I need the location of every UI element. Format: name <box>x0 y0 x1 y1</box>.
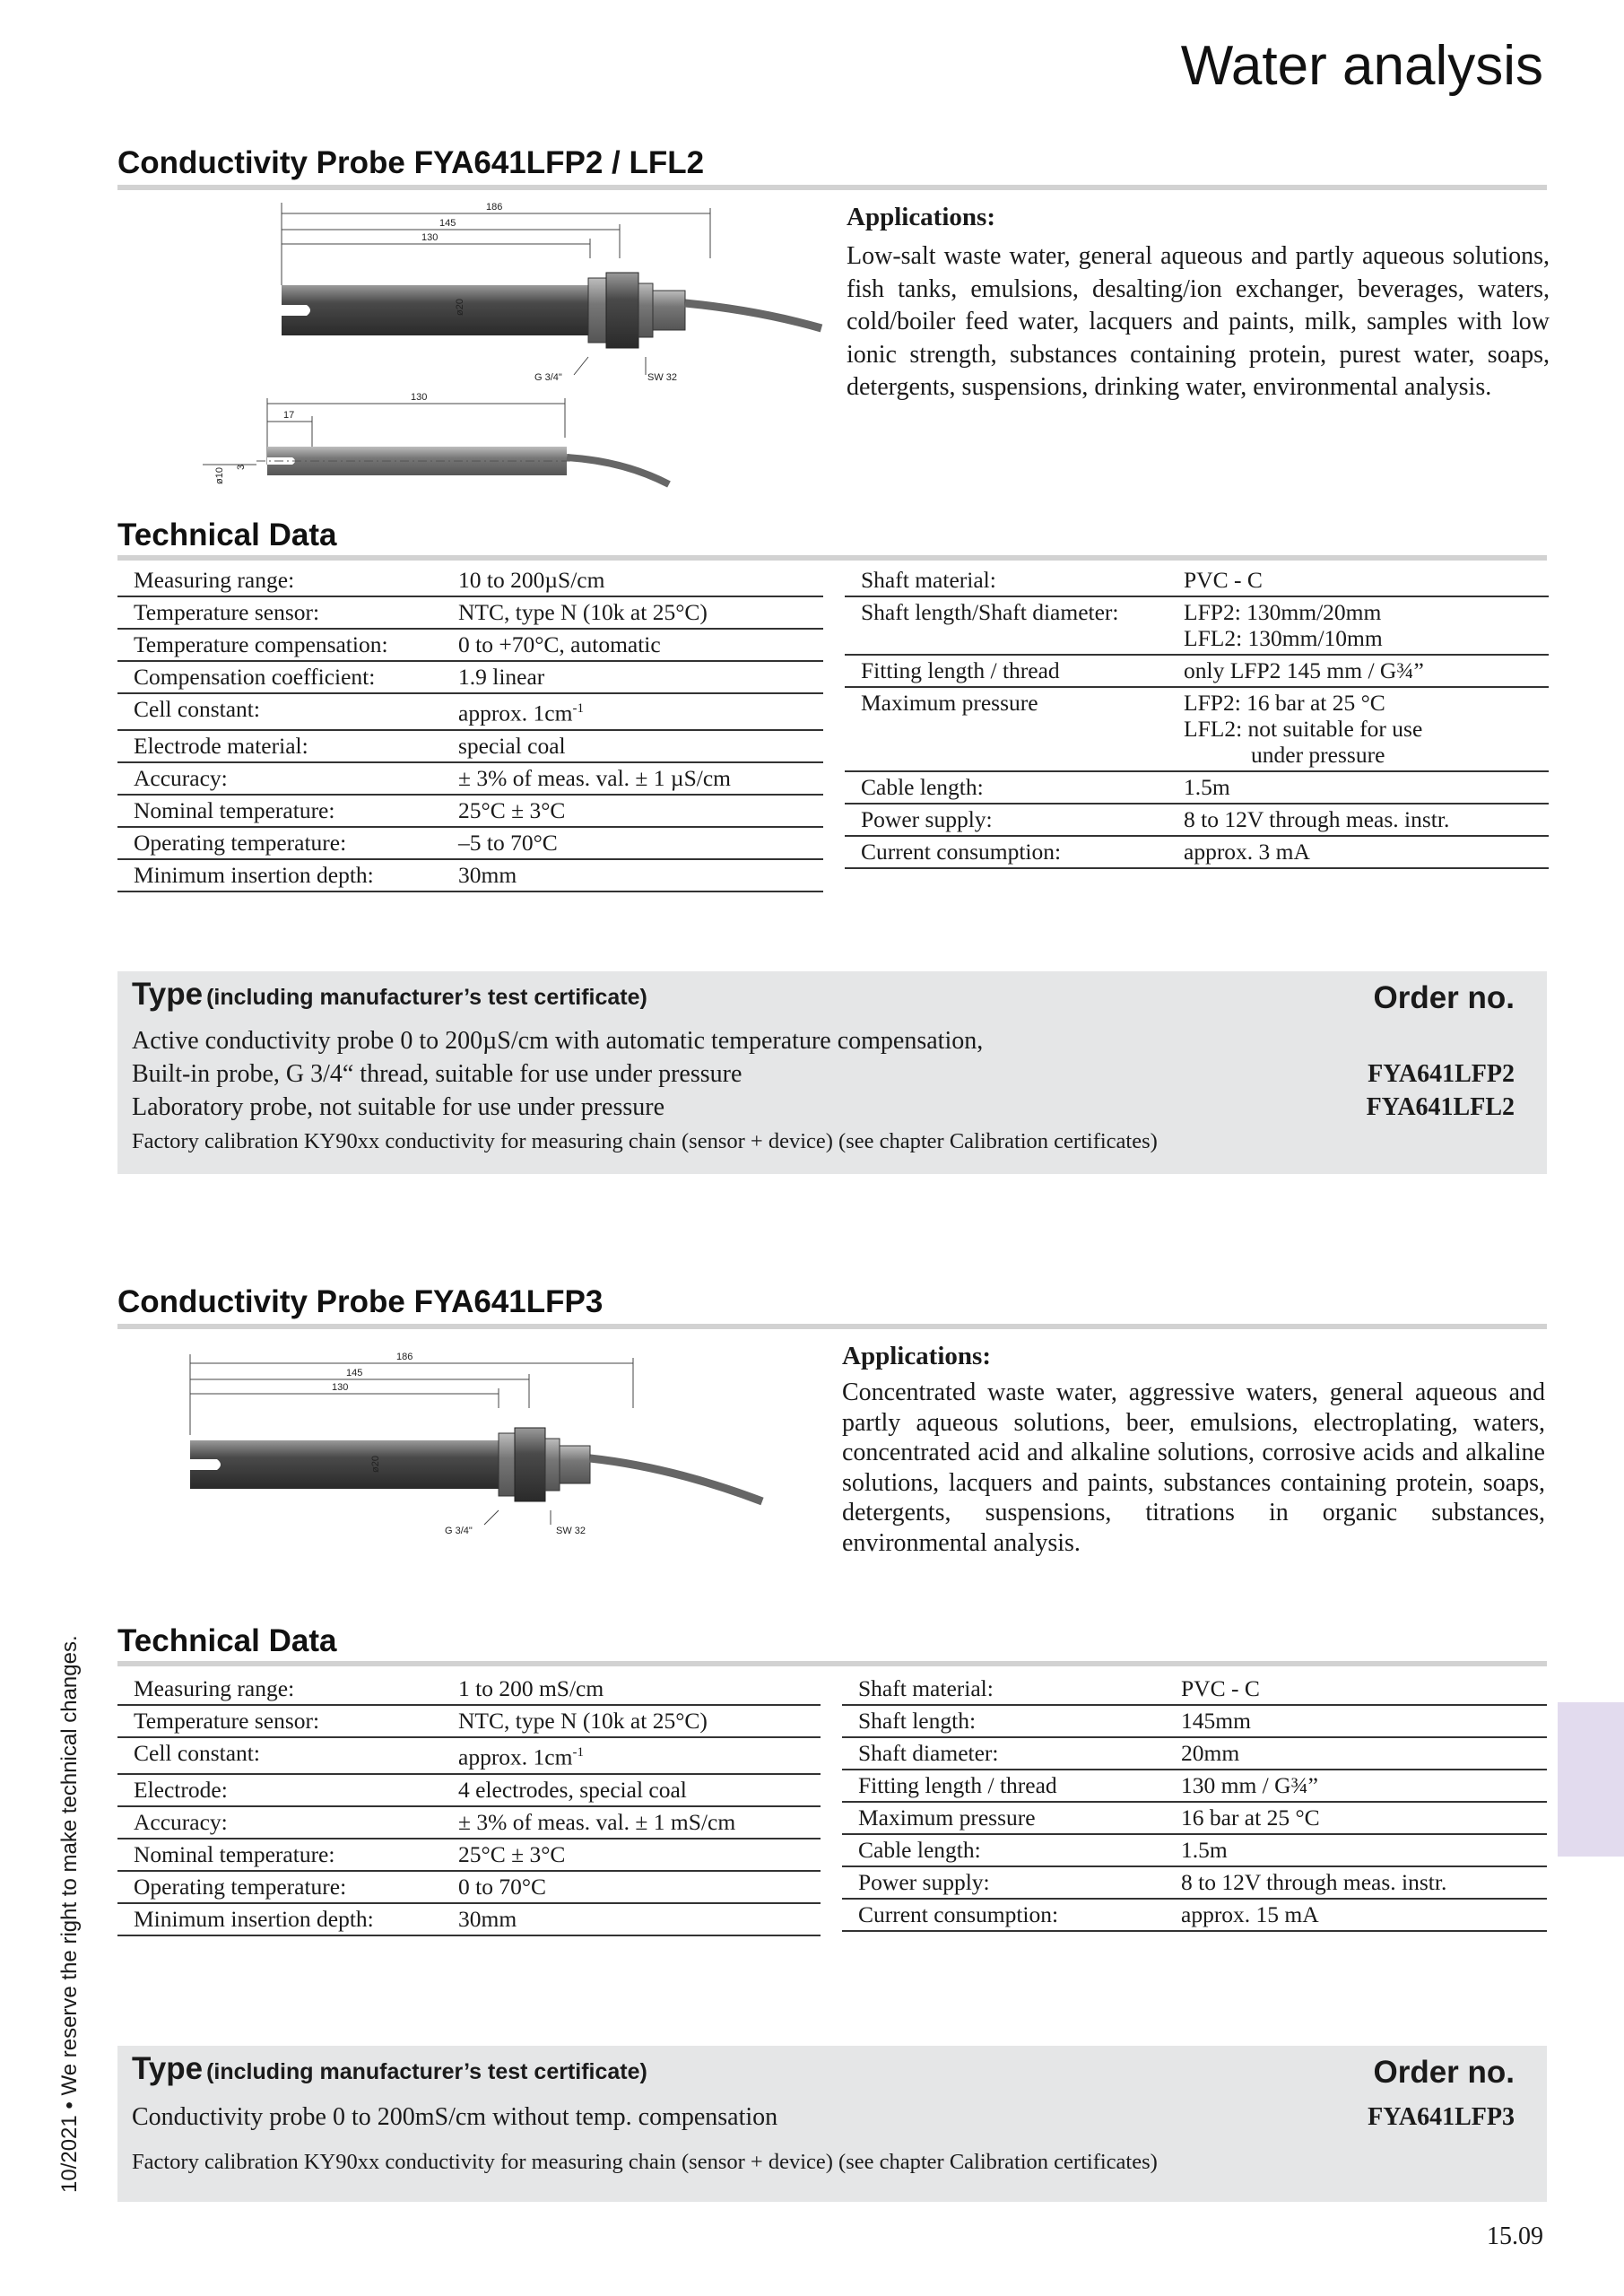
section2-tech-title: Technical Data <box>117 1623 337 1658</box>
tech-label: Electrode: <box>117 1774 458 1806</box>
tech-label: Shaft length: <box>842 1705 1181 1737</box>
tech-value <box>458 1806 821 1839</box>
tech-value-line: 20mm <box>1181 1740 1240 1766</box>
tech-row <box>117 629 823 661</box>
tech-value <box>458 1839 821 1871</box>
tech-label: Minimum insertion depth: <box>117 859 458 891</box>
tech-value <box>458 1705 821 1737</box>
tech-row <box>117 1674 821 1705</box>
tech-label: Accuracy: <box>117 762 458 795</box>
section2-title-rule <box>117 1324 1547 1329</box>
dim-diameter-20: ø20 <box>370 1456 381 1473</box>
dim-sw32: SW 32 <box>647 372 678 383</box>
tech-label: Operating temperature: <box>117 1871 458 1903</box>
tech-row <box>117 762 823 795</box>
type-subtitle: (including manufacturer’s test certificate) <box>206 985 647 1010</box>
tech-row <box>845 836 1549 868</box>
tech-label: Maximum pressure <box>845 687 1184 771</box>
tech-value <box>458 795 823 827</box>
dim-17: 17 <box>283 410 295 421</box>
tech-row <box>842 1802 1547 1834</box>
tech-row <box>842 1834 1547 1866</box>
section1-tech-table-right <box>845 565 1549 869</box>
section1-tech-table-left <box>117 565 823 892</box>
tech-row <box>117 1737 821 1774</box>
tech-row <box>117 1839 821 1871</box>
tech-value-text: 1.9 linear <box>458 664 545 690</box>
order-no-heading: Order no. <box>1373 980 1515 1015</box>
tech-row <box>117 565 823 596</box>
section2-title: Conductivity Probe FYA641LFP3 <box>117 1284 604 1319</box>
probe-drawing-lfp3 <box>188 1345 798 1552</box>
tech-value <box>458 693 823 730</box>
tech-row <box>842 1674 1547 1705</box>
dim-145: 145 <box>346 1368 363 1378</box>
page-number: 15.09 <box>1487 2222 1543 2250</box>
tech-label: Temperature sensor: <box>117 1705 458 1737</box>
tech-label: Accuracy: <box>117 1806 458 1839</box>
tech-label: Maximum pressure <box>842 1802 1181 1834</box>
tech-label: Measuring range: <box>117 1674 458 1705</box>
dim-186: 186 <box>396 1352 413 1362</box>
dim-diameter-10: ø10 <box>214 467 225 484</box>
section2-applications-heading: Applications: <box>842 1342 991 1370</box>
tech-label: Shaft length/Shaft diameter: <box>845 596 1184 655</box>
dim-thread: G 3/4" <box>534 372 562 383</box>
section2-type-box <box>117 2046 1547 2202</box>
tech-label: Shaft diameter: <box>842 1737 1181 1770</box>
tech-value-line: 16 bar at 25 °C <box>1181 1805 1320 1831</box>
tech-value-line: LFL2: not suitable for use <box>1184 716 1423 742</box>
tech-label: Power supply: <box>842 1866 1181 1899</box>
tech-row <box>845 771 1549 804</box>
tech-value-superscript: -1 <box>572 701 584 716</box>
tech-label: Minimum insertion depth: <box>117 1903 458 1935</box>
tech-value-superscript: -1 <box>572 1745 584 1760</box>
tech-value-line: PVC - C <box>1184 567 1263 593</box>
tech-value-text: 1 to 200 mS/cm <box>458 1675 604 1701</box>
dim-3: 3 <box>236 464 247 470</box>
tech-value <box>1184 836 1549 868</box>
tech-label: Fitting length / thread <box>842 1770 1181 1802</box>
tech-label: Shaft material: <box>845 565 1184 596</box>
tech-value <box>458 661 823 693</box>
section2-tech-table-left <box>117 1674 821 1936</box>
tech-row <box>117 730 823 762</box>
tech-value-line: LFL2: 130mm/10mm <box>1184 625 1383 651</box>
tech-value <box>458 827 823 859</box>
tech-value <box>458 730 823 762</box>
tech-value-line: under pressure <box>1251 742 1385 768</box>
tech-value <box>1181 1770 1547 1802</box>
tech-value-line: LFP2: 16 bar at 25 °C <box>1184 690 1385 716</box>
section1-type-box <box>117 971 1547 1174</box>
tech-label: Fitting length / thread <box>845 655 1184 687</box>
dim-130: 130 <box>332 1382 349 1393</box>
order-number: FYA641LFP2 <box>1368 1060 1515 1088</box>
tech-value-line: 8 to 12V through meas. instr. <box>1181 1869 1447 1895</box>
tech-label: Temperature sensor: <box>117 596 458 629</box>
tech-value-text: ± 3% of meas. val. ± 1 µS/cm <box>458 764 732 791</box>
tech-label: Electrode material: <box>117 730 458 762</box>
tech-value-text: 0 to +70°C, automatic <box>458 631 661 657</box>
calibration-note: Factory calibration KY90xx conductivity for measuring chain (sensor + device) (see chapter Calibration certificates) <box>132 1129 1158 1153</box>
tech-row <box>842 1705 1547 1737</box>
tech-label: Power supply: <box>845 804 1184 836</box>
tech-label: Compensation coefficient: <box>117 661 458 693</box>
tech-row <box>117 795 823 827</box>
tech-row <box>117 1705 821 1737</box>
page-title: Water analysis <box>1180 35 1543 97</box>
type-line: Conductivity probe 0 to 200mS/cm without temp. compensation <box>132 2103 778 2131</box>
tech-value-text: ± 3% of meas. val. ± 1 mS/cm <box>458 1808 736 1835</box>
tech-value-text: NTC, type N (10k at 25°C) <box>458 599 708 625</box>
tech-row <box>842 1866 1547 1899</box>
dim-145: 145 <box>439 218 456 229</box>
tech-value-line: only LFP2 145 mm / G¾” <box>1184 657 1424 683</box>
order-number: FYA641LFP3 <box>1368 2103 1515 2131</box>
tech-value-line: PVC - C <box>1181 1675 1260 1701</box>
tech-label: Shaft material: <box>842 1674 1181 1705</box>
tech-row <box>845 804 1549 836</box>
tech-value-line: approx. 3 mA <box>1184 839 1310 865</box>
type-word: Type <box>132 977 204 1012</box>
sidebar-note: 10/2021 • We reserve the right to make technical changes. <box>57 1635 82 2193</box>
tech-label: Temperature compensation: <box>117 629 458 661</box>
tech-value <box>458 565 823 596</box>
tech-value <box>458 629 823 661</box>
tech-value-line: LFP2: 130mm/20mm <box>1184 599 1382 625</box>
tech-value <box>458 1903 821 1935</box>
type-line: Laboratory probe, not suitable for use under pressure <box>132 1093 665 1121</box>
tech-value-text: 0 to 70°C <box>458 1873 547 1900</box>
tech-value-line: approx. 15 mA <box>1181 1901 1319 1927</box>
tech-value-text: 30mm <box>458 1905 517 1932</box>
tech-row <box>845 565 1549 596</box>
tech-value <box>1181 1834 1547 1866</box>
dim-130: 130 <box>421 232 439 243</box>
tech-value-line: 1.5m <box>1181 1837 1228 1863</box>
tech-value-text: 10 to 200µS/cm <box>458 567 605 593</box>
calibration-note: Factory calibration KY90xx conductivity for measuring chain (sensor + device) (see chapter Calibration certificates) <box>132 2150 1158 2174</box>
tech-row <box>117 1774 821 1806</box>
tech-value-text: –5 to 70°C <box>458 829 558 856</box>
tech-value <box>1181 1866 1547 1899</box>
tech-value <box>458 1674 821 1705</box>
tech-label: Nominal temperature: <box>117 795 458 827</box>
tech-row <box>842 1737 1547 1770</box>
tech-value-line: 1.5m <box>1184 774 1230 800</box>
tech-label: Current consumption: <box>842 1899 1181 1931</box>
tech-row <box>845 687 1549 771</box>
tech-value <box>458 762 823 795</box>
tech-value-line: 130 mm / G¾” <box>1181 1772 1318 1798</box>
tech-value <box>1184 771 1549 804</box>
tech-row <box>117 1871 821 1903</box>
section1-applications-text: Low-salt waste water, general aqueous and partly aqueous solutions, fish tanks, emulsions, desalting/ion exchanger, beverages, waters, cold/boiler feed water, lacquers and paints, milk, samples with low ionic strength, substances containing protein, purest water, soaps, detergents, suspensions, drinking water, environmental analysis. <box>847 242 1550 401</box>
tech-value <box>1181 1737 1547 1770</box>
tech-value <box>1184 687 1549 771</box>
tech-label: Cable length: <box>845 771 1184 804</box>
tech-value <box>1181 1674 1547 1705</box>
tech-label: Nominal temperature: <box>117 1839 458 1871</box>
tech-row <box>117 693 823 730</box>
tech-label: Operating temperature: <box>117 827 458 859</box>
section1-applications-heading: Applications: <box>847 203 995 231</box>
tech-value <box>1181 1705 1547 1737</box>
tech-value <box>1184 565 1549 596</box>
tech-value-text: 25°C ± 3°C <box>458 796 566 823</box>
tech-value-line: 8 to 12V through meas. instr. <box>1184 806 1450 832</box>
tech-row <box>117 859 823 891</box>
section2-tech-table-right <box>842 1674 1547 1932</box>
tech-value <box>458 1737 821 1774</box>
tech-row <box>117 1903 821 1935</box>
tech-value <box>458 1774 821 1806</box>
type-line: Active conductivity probe 0 to 200µS/cm with automatic temperature compensation, <box>132 1027 984 1055</box>
tech-label: Cell constant: <box>117 1737 458 1774</box>
tech-label: Measuring range: <box>117 565 458 596</box>
tech-value-line: 145mm <box>1181 1708 1251 1734</box>
tech-value <box>1184 655 1549 687</box>
tech-row <box>842 1770 1547 1802</box>
tech-row <box>117 661 823 693</box>
tech-value-text: 25°C ± 3°C <box>458 1840 566 1867</box>
type-subtitle: (including manufacturer’s test certificate) <box>206 2059 647 2084</box>
tech-row <box>845 655 1549 687</box>
tech-value-text: approx. 1cm <box>458 1744 573 1770</box>
tech-value <box>458 1871 821 1903</box>
tech-row <box>117 1806 821 1839</box>
tech-value <box>458 596 823 629</box>
probe-drawing-lfp2-lfl2 <box>203 196 848 491</box>
type-line: Built-in probe, G 3/4“ thread, suitable for use under pressure <box>132 1060 743 1088</box>
dim-186: 186 <box>486 202 503 213</box>
tech-label: Current consumption: <box>845 836 1184 868</box>
tech-value-text: 30mm <box>458 861 517 888</box>
tech-value-text: 4 electrodes, special coal <box>458 1776 687 1803</box>
order-number: FYA641LFL2 <box>1366 1093 1515 1121</box>
section2-tech-rule <box>117 1661 1547 1666</box>
tech-value-text: NTC, type N (10k at 25°C) <box>458 1708 708 1734</box>
tech-value <box>1181 1899 1547 1931</box>
order-no-heading: Order no. <box>1373 2055 1515 2090</box>
section1-title-rule <box>117 185 1547 190</box>
tech-value-text: approx. 1cm <box>458 700 573 726</box>
tech-row <box>117 827 823 859</box>
tech-row <box>842 1899 1547 1931</box>
tech-label: Cell constant: <box>117 693 458 730</box>
tech-value <box>1184 596 1549 655</box>
tech-value <box>458 859 823 891</box>
tech-label: Cable length: <box>842 1834 1181 1866</box>
dim-130-lfl2: 130 <box>411 392 428 403</box>
tech-row <box>117 596 823 629</box>
type-word: Type <box>132 2051 204 2086</box>
section1-tech-title: Technical Data <box>117 517 337 552</box>
tech-value <box>1184 804 1549 836</box>
dim-thread: G 3/4" <box>445 1526 473 1536</box>
tech-value-text: special coal <box>458 732 566 759</box>
dim-sw32: SW 32 <box>556 1526 586 1536</box>
chapter-side-tab <box>1558 1702 1624 1857</box>
section2-applications-text: Concentrated waste water, aggressive waters, general aqueous and partly aqueous solutions, beer, emulsions, electroplating, waters, concentrated acid and alkaline solutions, corrosive acids and alkaline solutions, lacquers and paints, substances containing protein, soaps, detergents, suspensions, titrations in organic substances, environmental analysis. <box>842 1378 1545 1557</box>
tech-value <box>1181 1802 1547 1834</box>
section1-tech-rule <box>117 555 1547 561</box>
section1-title: Conductivity Probe FYA641LFP2 / LFL2 <box>117 145 705 180</box>
dim-diameter-20: ø20 <box>455 299 465 316</box>
tech-row <box>845 596 1549 655</box>
